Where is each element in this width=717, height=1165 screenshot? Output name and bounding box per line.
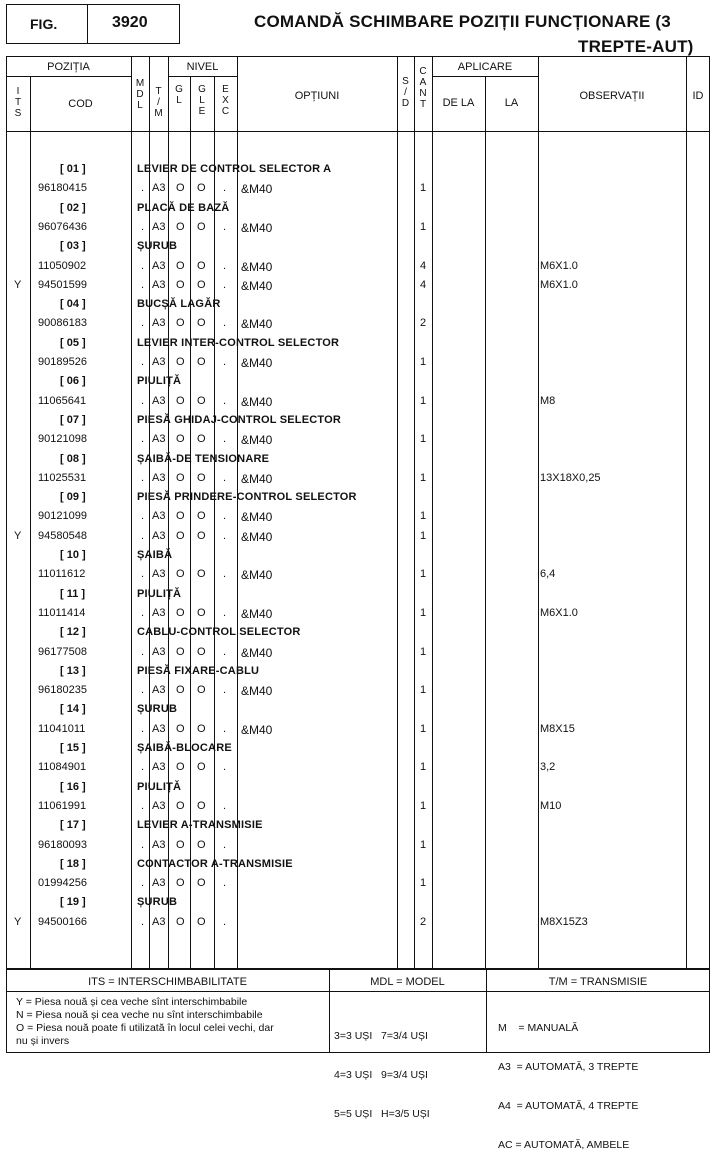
quantity-value: 1 [420, 607, 427, 619]
part-description: ȘAIBĂ [137, 549, 173, 561]
col-cod-line [131, 56, 132, 969]
observation-value: M8X15 [540, 723, 575, 735]
mdl-value: . [141, 472, 145, 484]
gle-value: O [197, 221, 206, 233]
part-description: BUCȘĂ LAGĂR [137, 298, 221, 310]
tm-value: A3 [152, 433, 166, 445]
part-code: 11041011 [38, 723, 86, 735]
gl-value: O [176, 761, 185, 773]
option-value: &M40 [241, 221, 273, 235]
fig-label: FIG. [30, 16, 58, 32]
part-code: 11050902 [38, 260, 87, 272]
option-value: &M40 [241, 395, 273, 409]
gl-value: O [176, 684, 185, 696]
legend-its-title: ITS = INTERSCHIMBABILITATE [88, 976, 247, 988]
exc-value: . [223, 472, 227, 484]
part-code: 11025531 [38, 472, 87, 484]
mdl-value: . [141, 723, 145, 735]
legend-title-line [6, 991, 710, 992]
nivel-sub-line [168, 76, 237, 77]
gle-value: O [197, 472, 206, 484]
header-gle: G L E [198, 84, 206, 117]
tm-value: A3 [152, 761, 166, 773]
tm-value: A3 [152, 684, 166, 696]
page-title-line1: COMANDĂ SCHIMBARE POZIȚII FUNCȚIONARE (3 [254, 12, 671, 31]
gle-value: O [197, 182, 206, 194]
option-value: &M40 [241, 472, 273, 486]
gl-value: O [176, 916, 185, 928]
quantity-value: 4 [420, 260, 427, 272]
mdl-value: . [141, 568, 145, 580]
gl-value: O [176, 182, 185, 194]
tm-value: A3 [152, 221, 166, 233]
mdl-value: . [141, 182, 145, 194]
tm-value: A3 [152, 530, 166, 542]
gle-value: O [197, 839, 206, 851]
option-value: &M40 [241, 510, 273, 524]
position-number: [ 09 ] [60, 491, 86, 503]
mdl-value: . [141, 530, 145, 542]
exc-value: . [223, 530, 227, 542]
gle-value: O [197, 260, 206, 272]
mdl-value: . [141, 221, 145, 233]
mdl-value: . [141, 433, 145, 445]
part-description: PIESĂ GHIDAJ-CONTROL SELECTOR [137, 414, 342, 426]
quantity-value: 1 [420, 182, 427, 194]
mdl-value: . [141, 607, 145, 619]
its-flag: Y [14, 279, 22, 291]
tm-value: A3 [152, 607, 166, 619]
col-opt-line [397, 56, 398, 969]
exc-value: . [223, 182, 227, 194]
exc-value: . [223, 839, 227, 851]
col-sd-line [414, 56, 415, 969]
gl-value: O [176, 800, 185, 812]
position-number: [ 17 ] [60, 819, 86, 831]
exc-value: . [223, 510, 227, 522]
gl-value: O [176, 607, 185, 619]
observation-value: 6,4 [540, 568, 556, 580]
quantity-value: 1 [420, 530, 427, 542]
col-its-line [30, 76, 31, 969]
gl-value: O [176, 260, 185, 272]
part-description: PIULIȚĂ [137, 588, 182, 600]
legend-mdl-title: MDL = MODEL [370, 976, 445, 988]
header-aplicare: APLICARE [457, 61, 513, 73]
quantity-value: 1 [420, 472, 427, 484]
part-code: 90121099 [38, 510, 87, 522]
header-sd: S / D [401, 76, 410, 109]
tm-value: A3 [152, 646, 166, 658]
quantity-value: 4 [420, 279, 427, 291]
header-observatii: OBSERVAȚII [579, 90, 645, 102]
option-value: &M40 [241, 317, 273, 331]
its-flag: Y [14, 916, 22, 928]
part-description: PIESĂ FIXARE-CABLU [137, 665, 260, 677]
part-code: 11065641 [38, 395, 87, 407]
observation-value: 3,2 [540, 761, 556, 773]
part-description: PIULIȚĂ [137, 781, 182, 793]
exc-value: . [223, 356, 227, 368]
quantity-value: 1 [420, 839, 427, 851]
exc-value: . [223, 877, 227, 889]
position-number: [ 02 ] [60, 202, 86, 214]
gl-value: O [176, 472, 185, 484]
exc-value: . [223, 433, 227, 445]
pozitia-sub-line [6, 76, 131, 77]
mdl-value: . [141, 356, 145, 368]
quantity-value: 1 [420, 800, 427, 812]
mdl-value: . [141, 279, 145, 291]
gl-value: O [176, 510, 185, 522]
tm-value: A3 [152, 356, 166, 368]
gle-value: O [197, 761, 206, 773]
position-number: [ 16 ] [60, 781, 86, 793]
part-code: 96076436 [38, 221, 87, 233]
legend-tm-text: M = MANUALĂ A3 = AUTOMATĂ, 3 TREPTE A4 = AUTOMATĂ, 4 TREPTE AC = AUTOMATĂ, AMBELE [498, 1022, 639, 1151]
parts-table [6, 56, 710, 969]
position-number: [ 12 ] [60, 626, 86, 638]
option-value: &M40 [241, 530, 273, 544]
header-gl: G L [175, 84, 183, 106]
header-dela: DE LA [442, 97, 475, 109]
part-description: PIESĂ PRINDERE-CONTROL SELECTOR [137, 491, 357, 503]
part-description: LEVIER INTER-CONTROL SELECTOR [137, 337, 340, 349]
mdl-value: . [141, 800, 145, 812]
part-code: 96180415 [38, 182, 87, 194]
position-number: [ 01 ] [60, 163, 86, 175]
page-title-line2: TREPTE-AUT) [578, 37, 694, 56]
mdl-value: . [141, 646, 145, 658]
observation-value: M6X1.0 [540, 260, 578, 272]
mdl-value: . [141, 916, 145, 928]
gle-value: O [197, 800, 206, 812]
mdl-value: . [141, 395, 145, 407]
col-mdl-line [149, 56, 150, 969]
gl-value: O [176, 877, 185, 889]
exc-value: . [223, 568, 227, 580]
option-value: &M40 [241, 279, 273, 293]
observation-value: M8X15Z3 [540, 916, 588, 928]
gl-value: O [176, 221, 185, 233]
part-code: 11084901 [38, 761, 87, 773]
mdl-value: . [141, 761, 145, 773]
tm-value: A3 [152, 839, 166, 851]
tm-value: A3 [152, 279, 166, 291]
part-code: 96180235 [38, 684, 87, 696]
gle-value: O [197, 684, 206, 696]
exc-value: . [223, 800, 227, 812]
position-number: [ 08 ] [60, 453, 86, 465]
gle-value: O [197, 723, 206, 735]
col-la-line [538, 56, 539, 969]
its-flag: Y [14, 530, 22, 542]
exc-value: . [223, 646, 227, 658]
quantity-value: 1 [420, 646, 427, 658]
tm-value: A3 [152, 182, 166, 194]
position-number: [ 03 ] [60, 240, 86, 252]
option-value: &M40 [241, 568, 273, 582]
option-value: &M40 [241, 182, 273, 196]
part-description: ȘURUB [137, 240, 178, 252]
quantity-value: 1 [420, 684, 427, 696]
part-code: 94501599 [38, 279, 87, 291]
option-value: &M40 [241, 433, 273, 447]
quantity-value: 1 [420, 395, 427, 407]
col-cant-line [432, 56, 433, 969]
part-code: 11011612 [38, 568, 86, 580]
gle-value: O [197, 356, 206, 368]
option-value: &M40 [241, 356, 273, 370]
header-optiuni: OPȚIUNI [294, 90, 340, 102]
observation-value: M10 [540, 800, 562, 812]
part-code: 90086183 [38, 317, 87, 329]
observation-value: 13X18X0,25 [540, 472, 601, 484]
quantity-value: 1 [420, 761, 427, 773]
col-obs-line [686, 56, 687, 969]
exc-value: . [223, 607, 227, 619]
gl-value: O [176, 568, 185, 580]
gle-value: O [197, 317, 206, 329]
gl-value: O [176, 433, 185, 445]
gl-value: O [176, 356, 185, 368]
tm-value: A3 [152, 472, 166, 484]
col-tm-line [168, 56, 169, 969]
gl-value: O [176, 317, 185, 329]
position-number: [ 19 ] [60, 896, 86, 908]
part-description: PLACĂ DE BAZĂ [137, 202, 230, 214]
tm-value: A3 [152, 317, 166, 329]
option-value: &M40 [241, 723, 273, 737]
quantity-value: 1 [420, 723, 427, 735]
part-description: ȘAIBĂ-BLOCARE [137, 742, 232, 754]
col-exc-line [237, 56, 238, 969]
exc-value: . [223, 761, 227, 773]
tm-value: A3 [152, 510, 166, 522]
header-cod: COD [68, 98, 93, 110]
part-code: 11011414 [38, 607, 86, 619]
gle-value: O [197, 568, 206, 580]
tm-value: A3 [152, 916, 166, 928]
legend-tm-title: T/M = TRANSMISIE [548, 976, 648, 988]
position-number: [ 18 ] [60, 858, 86, 870]
position-number: [ 04 ] [60, 298, 86, 310]
observation-value: M6X1.0 [540, 279, 578, 291]
gle-value: O [197, 877, 206, 889]
quantity-value: 1 [420, 433, 427, 445]
quantity-value: 1 [420, 356, 427, 368]
part-code: 94500166 [38, 916, 87, 928]
position-number: [ 07 ] [60, 414, 86, 426]
part-description: ȘURUB [137, 703, 178, 715]
fig-number: 3920 [112, 14, 148, 31]
part-code: 94580548 [38, 530, 87, 542]
mdl-value: . [141, 510, 145, 522]
exc-value: . [223, 395, 227, 407]
header-nivel: NIVEL [186, 61, 219, 73]
observation-value: M8 [540, 395, 556, 407]
position-number: [ 15 ] [60, 742, 86, 754]
quantity-value: 1 [420, 221, 427, 233]
tm-value: A3 [152, 260, 166, 272]
option-value: &M40 [241, 646, 273, 660]
part-code: 11061991 [38, 800, 87, 812]
tm-value: A3 [152, 723, 166, 735]
tm-value: A3 [152, 568, 166, 580]
mdl-value: . [141, 260, 145, 272]
part-code: 96180093 [38, 839, 87, 851]
position-number: [ 14 ] [60, 703, 86, 715]
gl-value: O [176, 279, 185, 291]
gle-value: O [197, 530, 206, 542]
part-description: ȘURUB [137, 896, 178, 908]
quantity-value: 2 [420, 317, 427, 329]
position-number: [ 05 ] [60, 337, 86, 349]
gl-value: O [176, 395, 185, 407]
mdl-value: . [141, 684, 145, 696]
header-cant: C A N T [419, 66, 427, 110]
header-mdl: M D L [135, 78, 145, 111]
part-code: 96177508 [38, 646, 87, 658]
part-code: 01994256 [38, 877, 87, 889]
part-description: CABLU-CONTROL SELECTOR [137, 626, 301, 638]
observation-value: M6X1.0 [540, 607, 578, 619]
tm-value: A3 [152, 800, 166, 812]
quantity-value: 1 [420, 510, 427, 522]
part-description: LEVIER A-TRANSMISIE [137, 819, 263, 831]
part-description: LEVIER DE CONTROL SELECTOR A [137, 163, 332, 175]
tm-value: A3 [152, 877, 166, 889]
gl-value: O [176, 646, 185, 658]
gle-value: O [197, 646, 206, 658]
legend-its-text: Y = Piesa nouă și cea veche sînt interschimbabile N = Piesa nouă și cea veche nu sînt interschimbabile O = Piesa nouă poate fi utilizată în locul celei vechi, dar nu și invers [16, 996, 274, 1047]
gle-value: O [197, 510, 206, 522]
gle-value: O [197, 916, 206, 928]
header-exc: E X C [221, 84, 230, 117]
exc-value: . [223, 684, 227, 696]
mdl-value: . [141, 877, 145, 889]
part-description: CONTACTOR A-TRANSMISIE [137, 858, 293, 870]
legend-mdl-text: 3=3 UȘI 7=3/4 UȘI 4=3 UȘI 9=3/4 UȘI 5=5 UȘI H=3/5 UȘI [334, 1030, 430, 1120]
part-code: 90121098 [38, 433, 87, 445]
col-dela-line [485, 76, 486, 969]
exc-value: . [223, 317, 227, 329]
option-value: &M40 [241, 684, 273, 698]
position-number: [ 10 ] [60, 549, 86, 561]
option-value: &M40 [241, 607, 273, 621]
header-its: I T S [14, 86, 22, 119]
header-id: ID [692, 90, 704, 102]
mdl-value: . [141, 317, 145, 329]
part-code: 90189526 [38, 356, 87, 368]
gl-value: O [176, 839, 185, 851]
part-description: ȘAIBĂ-DE TENSIONARE [137, 453, 270, 465]
exc-value: . [223, 221, 227, 233]
part-description: PIULIȚĂ [137, 375, 182, 387]
gle-value: O [197, 279, 206, 291]
header-pozitia: POZIȚIA [47, 61, 90, 73]
gl-value: O [176, 723, 185, 735]
option-value: &M40 [241, 260, 273, 274]
gle-value: O [197, 433, 206, 445]
gle-value: O [197, 395, 206, 407]
quantity-value: 1 [420, 568, 427, 580]
tm-value: A3 [152, 395, 166, 407]
header-bottom-line [6, 131, 710, 132]
position-number: [ 13 ] [60, 665, 86, 677]
mdl-value: . [141, 839, 145, 851]
gle-value: O [197, 607, 206, 619]
position-number: [ 06 ] [60, 375, 86, 387]
header-la: LA [504, 97, 519, 109]
quantity-value: 2 [420, 916, 427, 928]
exc-value: . [223, 723, 227, 735]
exc-value: . [223, 916, 227, 928]
gl-value: O [176, 530, 185, 542]
exc-value: . [223, 260, 227, 272]
header-tm: T / M [154, 86, 163, 119]
exc-value: . [223, 279, 227, 291]
position-number: [ 11 ] [60, 588, 86, 600]
quantity-value: 1 [420, 877, 427, 889]
